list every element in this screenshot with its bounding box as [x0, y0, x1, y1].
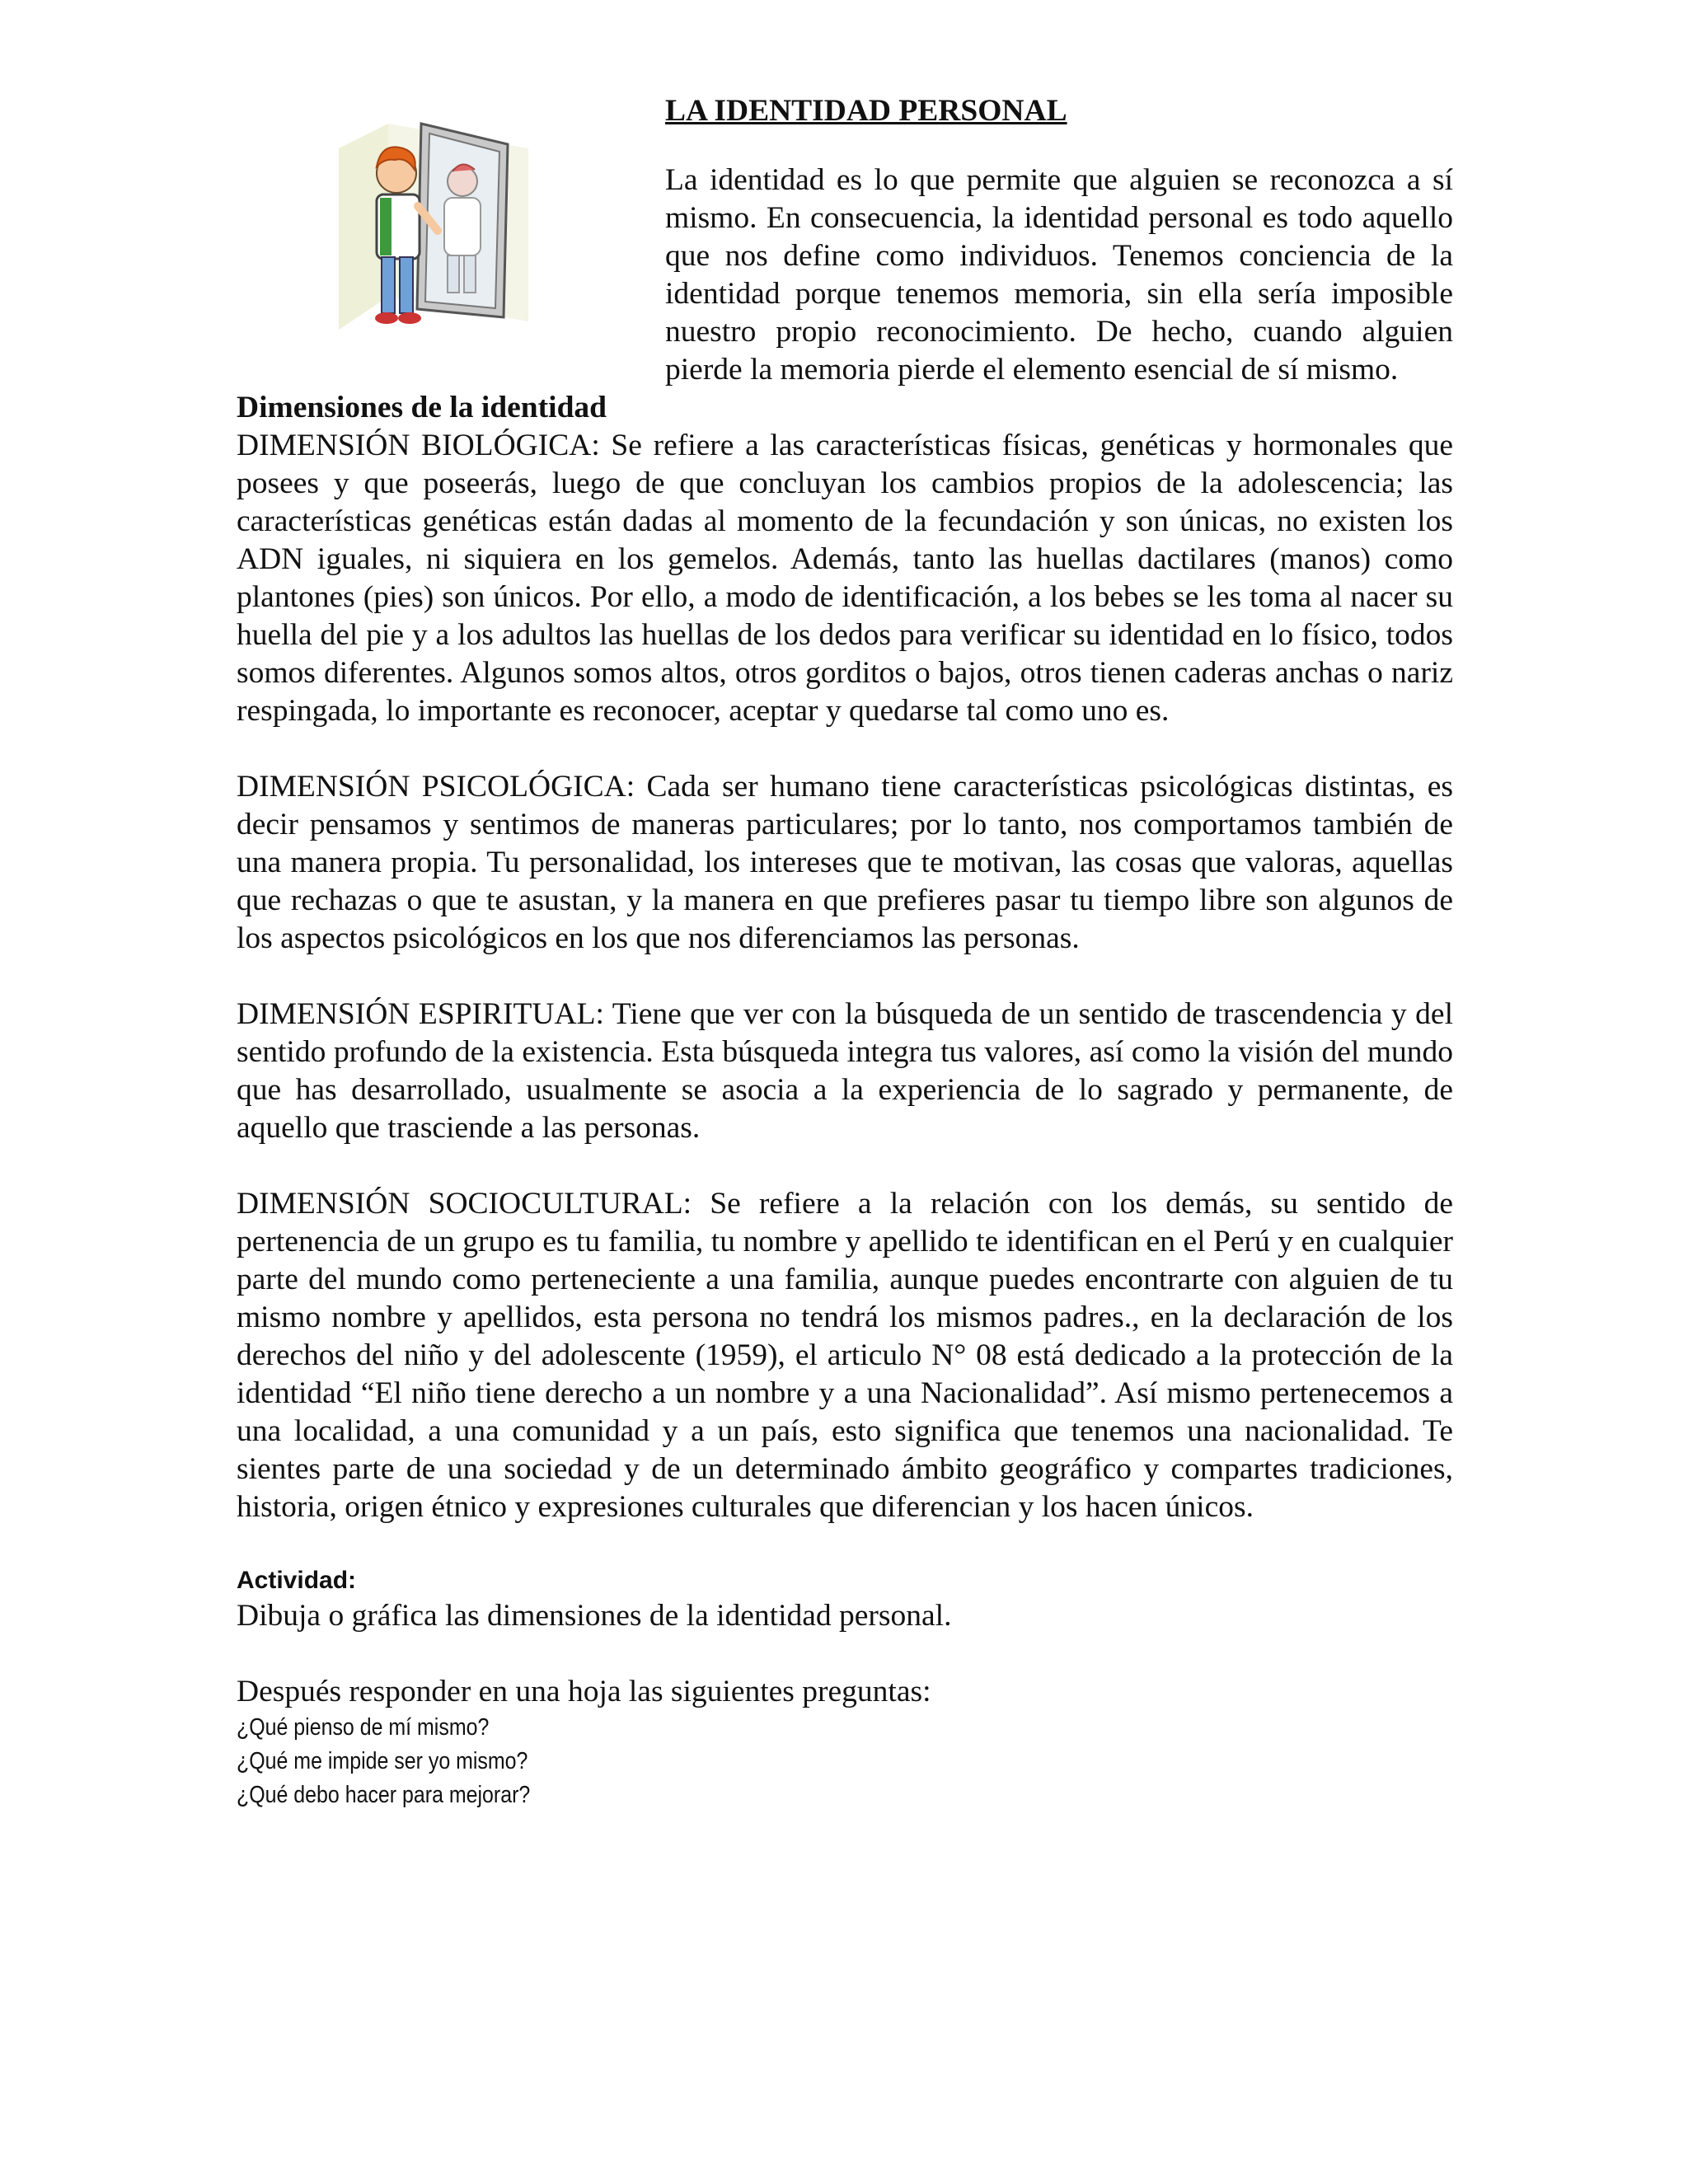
illustration — [237, 99, 665, 386]
page-title: LA IDENTIDAD PERSONAL — [665, 94, 1067, 128]
dimension-espiritual: DIMENSIÓN ESPIRITUAL: Tiene que ver con la búsqueda de un sentido de trascendencia y del sentido profundo de la existencia. Esta búsqueda integra tus valores, así como la visión del mundo que has desarrollado, usualmente se asocia a la experiencia de lo sagrado y permanente, de aquello que trasciende a las personas. — [237, 997, 1453, 1145]
dimension-biologica: DIMENSIÓN BIOLÓGICA: Se refiere a las características físicas, genéticas y hormonales que posees y que poseerás, luego de que concluyan los cambios propios de la adolescencia; las características genéticas están dadas al momento de la fecundación y son únicas, no existen los ADN iguales, ni siquiera en los gemelos. Además, tanto las huellas dactilares (manos) como plantones (pies) son únicos. Por ello, a modo de identificación, a los bebes se les toma al nacer su huella del pie y a los adultos las huellas de los dedos para verificar su identidad en lo físico, todos somos diferentes. Algunos somos altos, otros gorditos o bajos, otros tienen caderas anchas o nariz respingada, lo importante es reconocer, aceptar y quedarse tal como uno es. — [237, 429, 1453, 728]
document-body — [237, 92, 1453, 1812]
dimension-sociocultural: DIMENSIÓN SOCIOCULTURAL: Se refiere a la relación con los demás, su sentido de pertenencia de un grupo es tu familia, tu nombre y apellido te identifican en el Perú y en cualquier parte del mundo como perteneciente a una familia, aunque puedes encontrarte con alguien de tu mismo nombre y apellidos, esta persona no tendrá los mismos padres., en la declaración de los derechos del niño y del adolescente (1959), el articulo N° 08 está dedicado a la protección de la identidad “El niño tiene derecho a un nombre y a una Nacionalidad”. Así mismo pertenecemos a una localidad, a una comunidad y a un país, esto significa que tenemos una nacionalidad. Te sientes parte de una sociedad y de un determinado ámbito geográfico y compartes tradiciones, historia, origen étnico y expresiones culturales que diferencian y los hacen únicos. — [237, 1187, 1453, 1524]
activity-followup: Después responder en una hoja las siguientes preguntas: — [237, 1675, 931, 1708]
activity-label: Actividad: — [237, 1567, 357, 1594]
intro-paragraph: La identidad es lo que permite que alguien se reconozca a sí mismo. En consecuencia, la identidad personal es todo aquello que nos define como individuos. Tenemos conciencia de la identidad porque tenemos memoria, sin ella sería imposible nuestro propio reconocimiento. De hecho, cuando alguien pierde la memoria pierde el elemento esencial de sí mismo. — [665, 163, 1453, 387]
question-3: ¿Qué debo hacer para mejorar? — [237, 1782, 531, 1808]
dimension-psicologica: DIMENSIÓN PSICOLÓGICA: Cada ser humano tiene características psicológicas distintas, es decir pensamos y sentimos de maneras particulares; por lo tanto, nos comportamos también de una manera propia. Tu personalidad, los intereses que te motivan, las cosas que valoras, aquellas que rechazas o que te asustan, y la manera en que prefieres pasar tu tiempo libre son algunos de los aspectos psicológicos en los que nos diferenciamos las personas. — [237, 770, 1453, 955]
child-mirror-icon — [339, 115, 537, 346]
question-2: ¿Qué me impide ser yo mismo? — [237, 1748, 528, 1774]
activity-instruction: Dibuja o gráfica las dimensiones de la identidad personal. — [237, 1599, 952, 1633]
section-heading: Dimensiones de la identidad — [237, 391, 607, 424]
question-1: ¿Qué pienso de mí mismo? — [237, 1714, 490, 1741]
